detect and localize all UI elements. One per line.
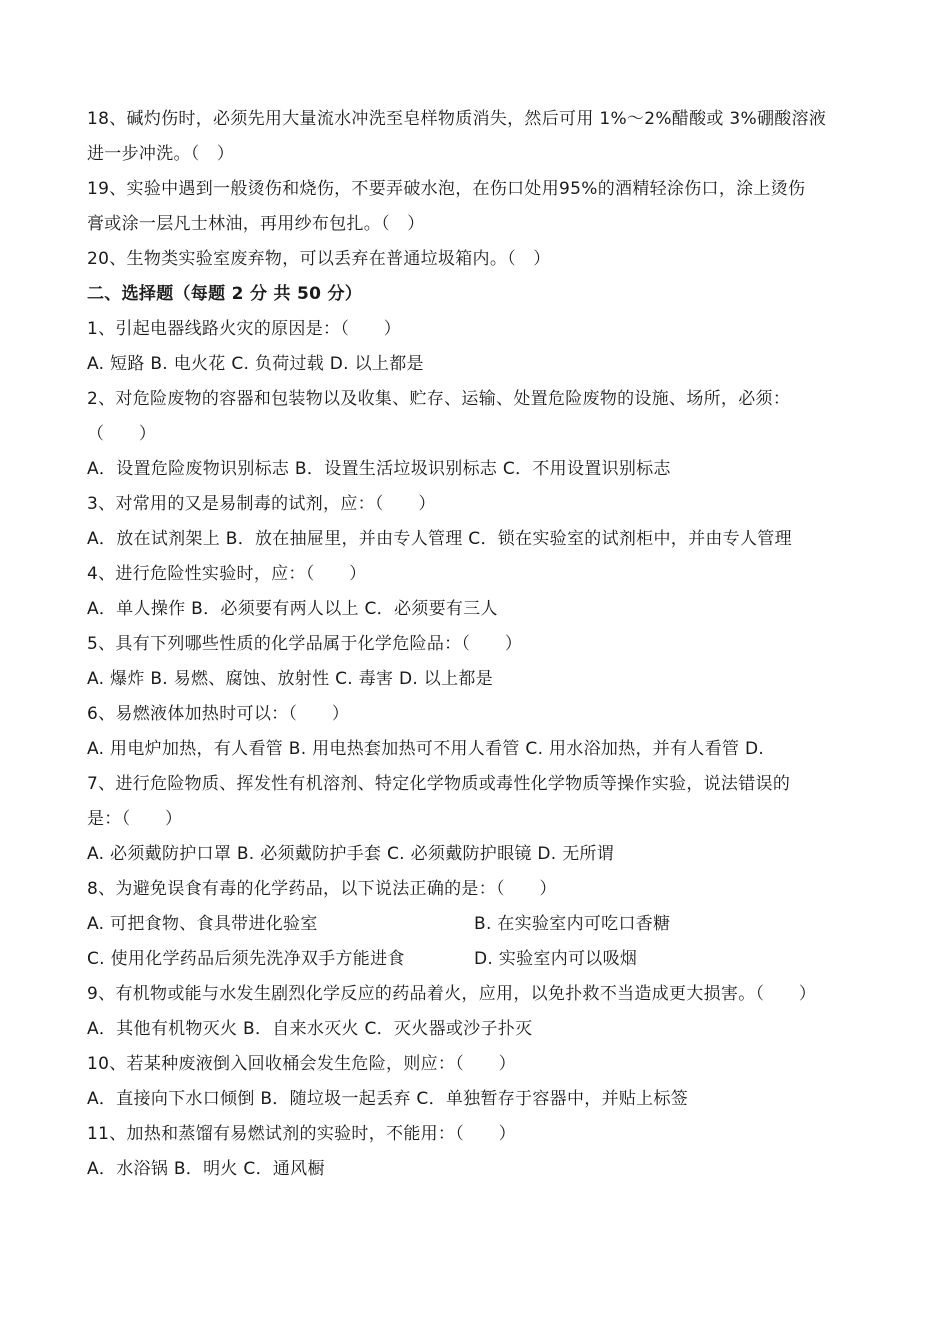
question-4-options: A．单人操作 B．必须要有两人以上 C．必须要有三人 <box>87 599 498 619</box>
question-19-line2: 膏或涂一层凡士林油，再用纱布包扎。（ ） <box>87 214 425 234</box>
question-1: 1、引起电器线路火灾的原因是：（ ） <box>87 319 402 339</box>
question-8: 8、为避免误食有毒的化学药品，以下说法正确的是：（ ） <box>87 879 557 899</box>
option-a: A. 可把食物、食具带进化验室 <box>87 914 318 934</box>
question-5-options: A. 爆炸 B. 易燃、腐蚀、放射性 C. 毒害 D. 以上都是 <box>87 669 493 689</box>
question-5: 5、具有下列哪些性质的化学品属于化学危险品：（ ） <box>87 634 523 654</box>
question-1-options: A. 短路 B. 电火花 C. 负荷过载 D. 以上都是 <box>87 354 424 374</box>
question-11: 11、加热和蒸馏有易燃试剂的实验时，不能用：（ ） <box>87 1124 516 1144</box>
question-7: 7、进行危险物质、挥发性有机溶剂、特定化学物质或毒性化学物质等操作实验，说法错误的 <box>87 774 791 794</box>
question-6-options: A. 用电炉加热，有人看管 B. 用电热套加热可不用人看管 C. 用水浴加热，并有人看管 D. <box>87 739 765 759</box>
option-b: B. 在实验室内可吃口香糖 <box>474 914 671 934</box>
section-title: 二、选择题（每题 2 分 共 50 分） <box>87 284 363 304</box>
question-9: 9、有机物或能与水发生剧烈化学反应的药品着火，应用，以免扑救不当造成更大损害。（ ） <box>87 984 817 1004</box>
question-18-line1: 18、碱灼伤时，必须先用大量流水冲洗至皂样物质消失，然后可用 1%～2%醋酸或 3%硼酸溶液 <box>87 109 827 129</box>
question-18-line2: 进一步冲洗。（ ） <box>87 144 235 164</box>
question-10-options: A．直接向下水口倾倒 B．随垃圾一起丢弃 C．单独暂存于容器中，并贴上标签 <box>87 1089 689 1109</box>
question-9-options: A．其他有机物灭火 B．自来水灭火 C．灭火器或沙子扑灭 <box>87 1019 533 1039</box>
question-3-options: A．放在试剂架上 B．放在抽屉里，并由专人管理 C．锁在实验室的试剂柜中，并由专人管理 <box>87 529 792 549</box>
question-8-options-cd <box>87 942 877 977</box>
question-8-options-ab <box>87 907 877 942</box>
question-4: 4、进行危险性实验时，应：（ ） <box>87 564 367 584</box>
question-2: 2、对危险废物的容器和包装物以及收集、贮存、运输、处置危险废物的设施、场所，必须： <box>87 389 791 409</box>
question-2-cont: （ ） <box>87 424 157 444</box>
question-3: 3、对常用的又是易制毒的试剂，应：（ ） <box>87 494 436 514</box>
option-c: C. 使用化学药品后须先洗净双手方能进食 <box>87 949 405 969</box>
question-2-options: A．设置危险废物识别标志 B．设置生活垃圾识别标志 C．不用设置识别标志 <box>87 459 671 479</box>
question-7-options: A. 必须戴防护口罩 B. 必须戴防护手套 C. 必须戴防护眼镜 D. 无所谓 <box>87 844 615 864</box>
document-page <box>87 102 877 1187</box>
option-d: D. 实验室内可以吸烟 <box>474 949 638 969</box>
question-19-line1: 19、实验中遇到一般烫伤和烧伤，不要弄破水泡，在伤口处用95%的酒精轻涂伤口，涂上烫伤 <box>87 179 806 199</box>
question-7-cont: 是：（ ） <box>87 809 183 829</box>
question-10: 10、若某种废液倒入回收桶会发生危险，则应：（ ） <box>87 1054 516 1074</box>
question-6: 6、易燃液体加热时可以：（ ） <box>87 704 350 724</box>
question-20: 20、生物类实验室废弃物，可以丢弃在普通垃圾箱内。（ ） <box>87 249 551 269</box>
question-11-options: A．水浴锅 B．明火 C．通风橱 <box>87 1159 325 1179</box>
